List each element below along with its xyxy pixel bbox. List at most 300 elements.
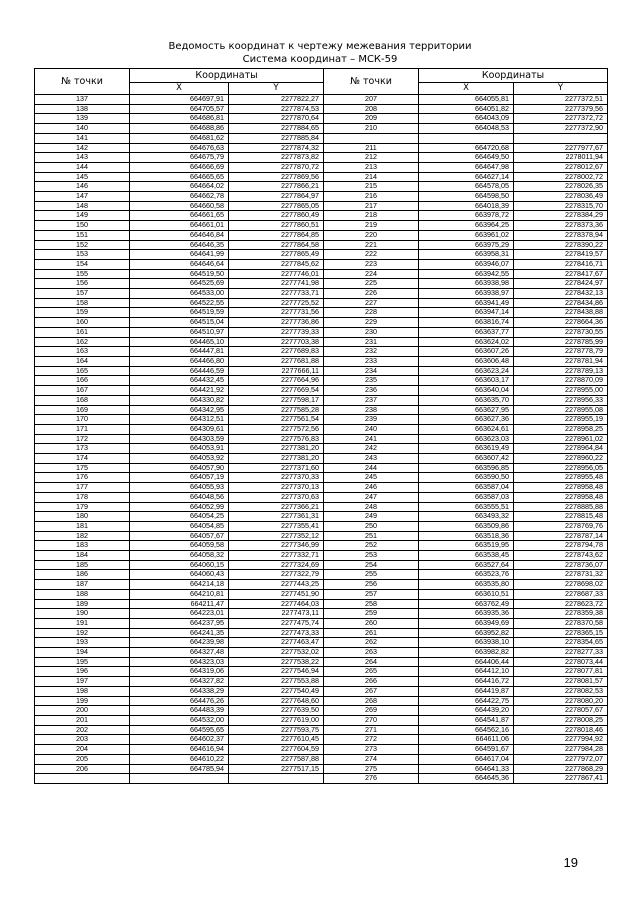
right-y-value-cell: 2278077,81 [514, 667, 608, 677]
left-point-no-cell: 203 [35, 735, 130, 745]
left-y-value-cell: 2277381,20 [229, 444, 324, 454]
left-y-value-cell: 2277741,98 [229, 279, 324, 289]
left-x-value-cell: 664060,43 [130, 570, 229, 580]
right-x-value-cell: 663538,45 [419, 551, 514, 561]
table-row [35, 415, 608, 425]
left-point-no-cell: 155 [35, 269, 130, 279]
right-x-value-cell: 663637,77 [419, 327, 514, 337]
right-x-value-cell: 664720,68 [419, 143, 514, 153]
right-y-value-cell: 2278955,08 [514, 405, 608, 415]
left-y-value-cell: 2277473,11 [229, 609, 324, 619]
left-point-no-cell: 161 [35, 327, 130, 337]
table-row [35, 182, 608, 192]
right-point-no-cell: 233 [324, 356, 419, 366]
left-x-value-cell: 664338,29 [130, 686, 229, 696]
left-y-value-cell: 2277346,99 [229, 541, 324, 551]
left-x-value-cell: 664054,85 [130, 521, 229, 531]
table-row [35, 492, 608, 502]
left-x-value-cell: 664515,04 [130, 318, 229, 328]
left-y-value-cell: 2277736,86 [229, 318, 324, 328]
right-point-no-cell: 222 [324, 250, 419, 260]
right-point-no-cell: 261 [324, 628, 419, 638]
right-x-value-cell: 663975,29 [419, 240, 514, 250]
left-point-no-cell: 164 [35, 356, 130, 366]
right-y-value-cell: 2278794,78 [514, 541, 608, 551]
left-x-value-cell: 664059,58 [130, 541, 229, 551]
left-point-no-cell: 179 [35, 502, 130, 512]
right-y-value-cell: 2278012,67 [514, 162, 608, 172]
right-x-value-cell: 664416,72 [419, 677, 514, 687]
left-point-no-cell: 173 [35, 444, 130, 454]
right-y-value-cell: 2278743,62 [514, 551, 608, 561]
left-point-no-cell: 139 [35, 114, 130, 124]
right-point-no-cell: 262 [324, 638, 419, 648]
right-point-no-cell: 264 [324, 657, 419, 667]
left-y-value-cell: 2277845,62 [229, 259, 324, 269]
right-x-value-cell: 663982,82 [419, 648, 514, 658]
right-y-value-cell: 2278955,48 [514, 473, 608, 483]
right-point-no-cell: 217 [324, 201, 419, 211]
right-y-value-cell: 2277372,51 [514, 95, 608, 105]
left-x-value-cell: 664327,48 [130, 648, 229, 658]
left-point-no-cell: 159 [35, 308, 130, 318]
right-y-value-cell: 2278384,29 [514, 211, 608, 221]
right-point-no-cell: 232 [324, 347, 419, 357]
left-x-value-cell: 664610,22 [130, 754, 229, 764]
left-x-value-cell: 664785,94 [130, 764, 229, 774]
table-row [35, 347, 608, 357]
left-x-value-cell: 664057,90 [130, 463, 229, 473]
right-x-value-cell: 663627,36 [419, 415, 514, 425]
left-y-value-cell: 2277475,74 [229, 618, 324, 628]
table-row [35, 512, 608, 522]
right-x-value-cell: 664591,67 [419, 745, 514, 755]
right-point-no-cell: 228 [324, 308, 419, 318]
right-x-value-cell: 663935,36 [419, 609, 514, 619]
table-row [35, 531, 608, 541]
right-point-no-cell: 249 [324, 512, 419, 522]
left-point-no-cell: 172 [35, 434, 130, 444]
right-y-value-cell: 2278781,94 [514, 356, 608, 366]
right-point-no-cell: 270 [324, 716, 419, 726]
left-x-value-cell: 664519,59 [130, 308, 229, 318]
table-row [35, 696, 608, 706]
header-y-right: Y [514, 83, 608, 95]
left-y-value-cell: 2277733,71 [229, 289, 324, 299]
left-x-value-cell: 664533,00 [130, 289, 229, 299]
left-point-no-cell: 169 [35, 405, 130, 415]
table-row [35, 104, 608, 114]
right-x-value-cell: 663607,26 [419, 347, 514, 357]
right-y-value-cell: 2277972,07 [514, 754, 608, 764]
left-point-no-cell [35, 774, 130, 784]
table-row [35, 686, 608, 696]
right-point-no-cell: 243 [324, 454, 419, 464]
left-x-value-cell: 664237,95 [130, 618, 229, 628]
table-row [35, 289, 608, 299]
table-row [35, 454, 608, 464]
left-x-value-cell: 664239,98 [130, 638, 229, 648]
left-y-value-cell: 2277473,33 [229, 628, 324, 638]
left-x-value-cell: 664342,95 [130, 405, 229, 415]
right-x-value-cell [419, 133, 514, 143]
header-x-right: X [419, 83, 514, 95]
right-point-no-cell: 271 [324, 725, 419, 735]
left-point-no-cell: 157 [35, 289, 130, 299]
left-point-no-cell: 182 [35, 531, 130, 541]
left-y-value-cell: 2277332,71 [229, 551, 324, 561]
right-x-value-cell: 664439,20 [419, 706, 514, 716]
right-y-value-cell: 2278390,22 [514, 240, 608, 250]
table-row [35, 162, 608, 172]
table-row [35, 269, 608, 279]
right-point-no-cell [324, 133, 419, 143]
right-point-no-cell: 229 [324, 318, 419, 328]
right-point-no-cell: 240 [324, 424, 419, 434]
left-x-value-cell: 664060,15 [130, 560, 229, 570]
left-y-value-cell: 2277864,58 [229, 240, 324, 250]
right-y-value-cell: 2278885,88 [514, 502, 608, 512]
right-x-value-cell: 664406,44 [419, 657, 514, 667]
left-y-value-cell: 2277870,72 [229, 162, 324, 172]
right-y-value-cell: 2278961,02 [514, 434, 608, 444]
left-point-no-cell: 137 [35, 95, 130, 105]
left-point-no-cell: 191 [35, 618, 130, 628]
left-point-no-cell: 201 [35, 716, 130, 726]
left-point-no-cell: 143 [35, 153, 130, 163]
right-y-value-cell: 2278036,49 [514, 192, 608, 202]
right-point-no-cell: 255 [324, 570, 419, 580]
left-y-value-cell: 2277546,94 [229, 667, 324, 677]
header-coordinates-right: Координаты [419, 69, 608, 83]
left-x-value-cell [130, 774, 229, 784]
right-point-no-cell: 273 [324, 745, 419, 755]
left-y-value-cell: 2277610,45 [229, 735, 324, 745]
right-point-no-cell: 250 [324, 521, 419, 531]
right-y-value-cell: 2278073,44 [514, 657, 608, 667]
table-row [35, 725, 608, 735]
left-y-value-cell: 2277355,41 [229, 521, 324, 531]
left-x-value-cell: 664319,06 [130, 667, 229, 677]
right-y-value-cell: 2278958,48 [514, 492, 608, 502]
left-y-value-cell: 2277538,22 [229, 657, 324, 667]
right-y-value-cell: 2278277,33 [514, 648, 608, 658]
left-point-no-cell: 181 [35, 521, 130, 531]
right-y-value-cell: 2278002,72 [514, 172, 608, 182]
right-x-value-cell: 664649,50 [419, 153, 514, 163]
left-point-no-cell: 175 [35, 463, 130, 473]
left-y-value-cell: 2277703,38 [229, 337, 324, 347]
right-y-value-cell: 2278434,86 [514, 298, 608, 308]
right-x-value-cell: 663949,69 [419, 618, 514, 628]
left-point-no-cell: 180 [35, 512, 130, 522]
right-y-value-cell: 2278365,15 [514, 628, 608, 638]
right-y-value-cell: 2278769,76 [514, 521, 608, 531]
left-x-value-cell: 664705,57 [130, 104, 229, 114]
left-point-no-cell: 200 [35, 706, 130, 716]
right-point-no-cell: 225 [324, 279, 419, 289]
right-point-no-cell: 227 [324, 298, 419, 308]
left-y-value-cell: 2277517,15 [229, 764, 324, 774]
right-y-value-cell: 2278687,33 [514, 589, 608, 599]
left-x-value-cell: 664447,81 [130, 347, 229, 357]
right-y-value-cell: 2278378,94 [514, 230, 608, 240]
right-x-value-cell: 664641,33 [419, 764, 514, 774]
right-x-value-cell: 663762,49 [419, 599, 514, 609]
left-point-no-cell: 142 [35, 143, 130, 153]
left-x-value-cell: 664432,45 [130, 376, 229, 386]
right-y-value-cell: 2278958,48 [514, 483, 608, 493]
table-row [35, 259, 608, 269]
left-y-value-cell: 2277681,88 [229, 356, 324, 366]
right-x-value-cell: 664419,87 [419, 686, 514, 696]
left-x-value-cell: 664303,59 [130, 434, 229, 444]
table-row [35, 308, 608, 318]
right-y-value-cell: 2277994,92 [514, 735, 608, 745]
left-x-value-cell: 664641,99 [130, 250, 229, 260]
right-point-no-cell: 223 [324, 259, 419, 269]
right-y-value-cell: 2278664,36 [514, 318, 608, 328]
left-x-value-cell: 664053,92 [130, 454, 229, 464]
right-point-no-cell: 220 [324, 230, 419, 240]
table-row [35, 560, 608, 570]
right-y-value-cell: 2278955,00 [514, 386, 608, 396]
left-x-value-cell: 664323,03 [130, 657, 229, 667]
left-point-no-cell: 152 [35, 240, 130, 250]
right-x-value-cell: 663961,02 [419, 230, 514, 240]
right-point-no-cell: 221 [324, 240, 419, 250]
left-point-no-cell: 199 [35, 696, 130, 706]
right-point-no-cell: 236 [324, 386, 419, 396]
left-point-no-cell: 205 [35, 754, 130, 764]
table-row [35, 211, 608, 221]
left-point-no-cell: 176 [35, 473, 130, 483]
left-x-value-cell: 664697,91 [130, 95, 229, 105]
left-point-no-cell: 160 [35, 318, 130, 328]
table-row [35, 521, 608, 531]
right-x-value-cell: 663610,51 [419, 589, 514, 599]
right-point-no-cell: 269 [324, 706, 419, 716]
left-y-value-cell: 2277370,63 [229, 492, 324, 502]
left-x-value-cell: 664214,18 [130, 580, 229, 590]
right-x-value-cell: 664541,87 [419, 716, 514, 726]
right-x-value-cell: 663624,61 [419, 424, 514, 434]
table-row [35, 172, 608, 182]
right-point-no-cell: 260 [324, 618, 419, 628]
left-x-value-cell: 664616,94 [130, 745, 229, 755]
left-x-value-cell: 664595,65 [130, 725, 229, 735]
left-x-value-cell: 664055,93 [130, 483, 229, 493]
document-title: Ведомость координат к чертежу межевания территории [168, 41, 472, 52]
table-row [35, 628, 608, 638]
right-x-value-cell: 663938,98 [419, 279, 514, 289]
left-y-value-cell: 2277731,56 [229, 308, 324, 318]
right-x-value-cell: 663938,10 [419, 638, 514, 648]
left-y-value-cell: 2277561,54 [229, 415, 324, 425]
left-x-value-cell: 664681,62 [130, 133, 229, 143]
left-x-value-cell: 664476,26 [130, 696, 229, 706]
left-point-no-cell: 144 [35, 162, 130, 172]
right-point-no-cell: 276 [324, 774, 419, 784]
right-point-no-cell: 208 [324, 104, 419, 114]
right-x-value-cell: 663942,55 [419, 269, 514, 279]
right-point-no-cell: 247 [324, 492, 419, 502]
table-row [35, 638, 608, 648]
right-x-value-cell: 663946,07 [419, 259, 514, 269]
left-x-value-cell: 664330,82 [130, 395, 229, 405]
left-x-value-cell: 664675,79 [130, 153, 229, 163]
right-x-value-cell: 663627,95 [419, 405, 514, 415]
right-y-value-cell: 2277372,72 [514, 114, 608, 124]
right-x-value-cell: 663978,72 [419, 211, 514, 221]
left-y-value-cell: 2277822,27 [229, 95, 324, 105]
left-y-value-cell: 2277873,82 [229, 153, 324, 163]
left-point-no-cell: 187 [35, 580, 130, 590]
right-x-value-cell: 664578,05 [419, 182, 514, 192]
left-point-no-cell: 150 [35, 221, 130, 231]
right-y-value-cell: 2278730,55 [514, 327, 608, 337]
left-x-value-cell: 664676,63 [130, 143, 229, 153]
left-x-value-cell: 664665,65 [130, 172, 229, 182]
left-point-no-cell: 193 [35, 638, 130, 648]
right-point-no-cell: 253 [324, 551, 419, 561]
left-x-value-cell: 664483,39 [130, 706, 229, 716]
table-row [35, 153, 608, 163]
right-x-value-cell: 663606,48 [419, 356, 514, 366]
right-x-value-cell: 663623,24 [419, 366, 514, 376]
table-row [35, 201, 608, 211]
right-y-value-cell: 2278026,35 [514, 182, 608, 192]
table-row [35, 541, 608, 551]
right-x-value-cell: 664043,09 [419, 114, 514, 124]
left-point-no-cell: 195 [35, 657, 130, 667]
right-point-no-cell: 211 [324, 143, 419, 153]
left-y-value-cell: 2277864,85 [229, 230, 324, 240]
left-x-value-cell: 664053,91 [130, 444, 229, 454]
page-number: 19 [563, 855, 578, 870]
right-y-value-cell: 2278080,20 [514, 696, 608, 706]
coordinate-system-subtitle: Система координат – МСК-59 [242, 54, 398, 65]
left-y-value-cell: 2277689,83 [229, 347, 324, 357]
right-point-no-cell: 245 [324, 473, 419, 483]
left-x-value-cell: 664052,99 [130, 502, 229, 512]
left-point-no-cell: 158 [35, 298, 130, 308]
left-point-no-cell: 177 [35, 483, 130, 493]
right-y-value-cell: 2278359,38 [514, 609, 608, 619]
header-point-no-right: № точки [324, 69, 419, 95]
right-point-no-cell: 259 [324, 609, 419, 619]
table-row [35, 405, 608, 415]
right-y-value-cell: 2278698,02 [514, 580, 608, 590]
left-point-no-cell: 188 [35, 589, 130, 599]
table-row [35, 716, 608, 726]
right-x-value-cell: 663958,31 [419, 250, 514, 260]
left-y-value-cell [229, 774, 324, 784]
right-x-value-cell: 663635,70 [419, 395, 514, 405]
left-x-value-cell: 664054,25 [130, 512, 229, 522]
left-y-value-cell: 2277866,21 [229, 182, 324, 192]
right-y-value-cell: 2278787,14 [514, 531, 608, 541]
left-x-value-cell: 664646,84 [130, 230, 229, 240]
left-point-no-cell: 198 [35, 686, 130, 696]
header-y-left: Y [229, 83, 324, 95]
table-row [35, 279, 608, 289]
table-row [35, 192, 608, 202]
left-x-value-cell: 664466,80 [130, 356, 229, 366]
left-y-value-cell: 2277725,52 [229, 298, 324, 308]
left-y-value-cell: 2277572,56 [229, 424, 324, 434]
right-point-no-cell: 246 [324, 483, 419, 493]
left-x-value-cell: 664057,67 [130, 531, 229, 541]
right-x-value-cell: 664598,50 [419, 192, 514, 202]
left-y-value-cell: 2277664,96 [229, 376, 324, 386]
right-x-value-cell: 663590,50 [419, 473, 514, 483]
right-x-value-cell: 663603,17 [419, 376, 514, 386]
right-x-value-cell: 663518,36 [419, 531, 514, 541]
left-y-value-cell: 2277885,84 [229, 133, 324, 143]
left-x-value-cell: 664661,65 [130, 211, 229, 221]
right-x-value-cell: 663952,82 [419, 628, 514, 638]
right-point-no-cell: 212 [324, 153, 419, 163]
left-x-value-cell: 664646,64 [130, 259, 229, 269]
right-x-value-cell: 664611,06 [419, 735, 514, 745]
table-row [35, 221, 608, 231]
left-y-value-cell: 2277619,00 [229, 716, 324, 726]
table-row [35, 483, 608, 493]
left-point-no-cell: 153 [35, 250, 130, 260]
table-row [35, 114, 608, 124]
left-y-value-cell: 2277366,21 [229, 502, 324, 512]
left-x-value-cell: 664210,81 [130, 589, 229, 599]
right-x-value-cell: 663938,97 [419, 289, 514, 299]
header-x-left: X [130, 83, 229, 95]
left-x-value-cell: 664688,86 [130, 124, 229, 134]
table-row [35, 599, 608, 609]
left-point-no-cell: 189 [35, 599, 130, 609]
right-y-value-cell: 2277977,67 [514, 143, 608, 153]
table-row [35, 677, 608, 687]
right-y-value-cell: 2278623,72 [514, 599, 608, 609]
left-y-value-cell: 2277860,51 [229, 221, 324, 231]
right-point-no-cell: 256 [324, 580, 419, 590]
left-point-no-cell: 146 [35, 182, 130, 192]
table-row [35, 618, 608, 628]
right-x-value-cell: 664617,04 [419, 754, 514, 764]
left-y-value-cell: 2277869,56 [229, 172, 324, 182]
right-y-value-cell: 2278082,53 [514, 686, 608, 696]
right-x-value-cell: 664018,39 [419, 201, 514, 211]
right-y-value-cell: 2277984,28 [514, 745, 608, 755]
table-row [35, 143, 608, 153]
right-y-value-cell: 2278424,97 [514, 279, 608, 289]
coordinates-table [34, 68, 608, 784]
right-y-value-cell: 2278956,05 [514, 463, 608, 473]
left-y-value-cell: 2277451,90 [229, 589, 324, 599]
right-x-value-cell: 663816,74 [419, 318, 514, 328]
right-y-value-cell: 2278438,88 [514, 308, 608, 318]
table-row [35, 609, 608, 619]
left-y-value-cell: 2277553,88 [229, 677, 324, 687]
left-x-value-cell: 664421,92 [130, 386, 229, 396]
left-point-no-cell: 147 [35, 192, 130, 202]
table-row [35, 250, 608, 260]
right-point-no-cell: 218 [324, 211, 419, 221]
left-point-no-cell: 183 [35, 541, 130, 551]
left-y-value-cell: 2277370,33 [229, 473, 324, 483]
right-point-no-cell: 219 [324, 221, 419, 231]
table-row [35, 318, 608, 328]
right-x-value-cell: 664055,81 [419, 95, 514, 105]
